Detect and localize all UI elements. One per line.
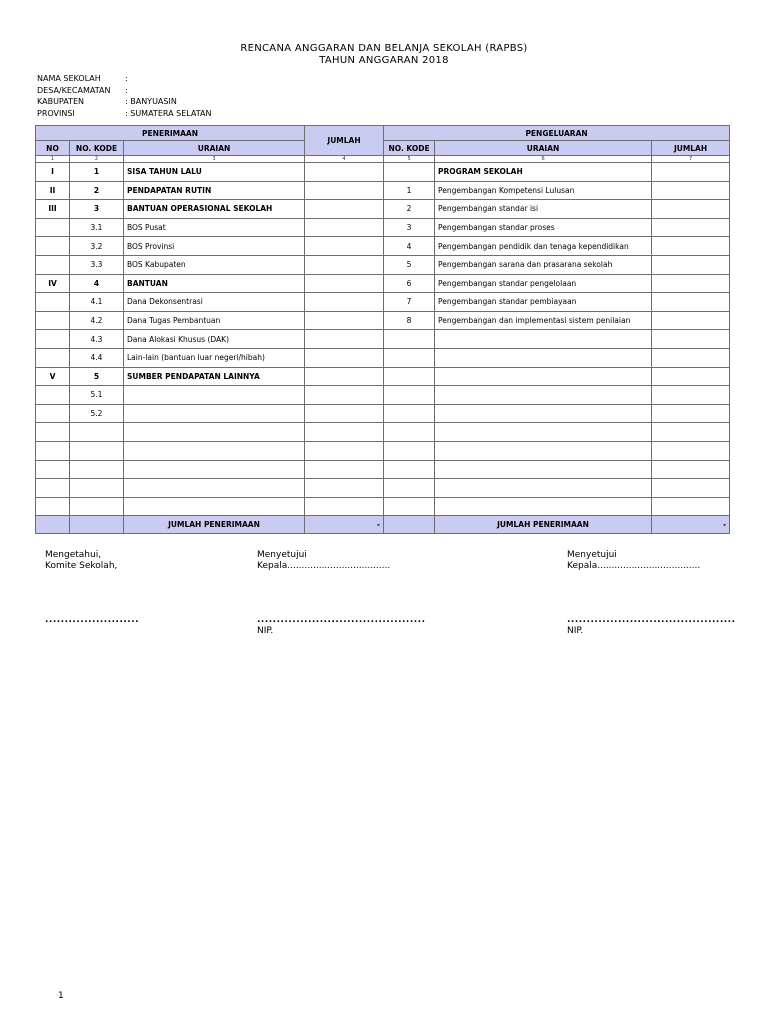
cell-kode <box>70 497 124 516</box>
table-row <box>36 293 730 312</box>
cell-jumlah-pengeluaran <box>652 386 730 405</box>
signature-komite-dots: ........................ <box>45 615 140 625</box>
cell-jumlah-pengeluaran <box>652 348 730 367</box>
table-row <box>36 497 730 516</box>
cell-uraian-pengeluaran: Pengembangan Kompetensi Lulusan <box>435 181 652 200</box>
table-row <box>36 200 730 219</box>
cell-uraian-pengeluaran <box>435 460 652 479</box>
cell-no <box>36 348 70 367</box>
cell-kode: 2 <box>70 181 124 200</box>
cell-uraian: Dana Alokasi Khusus (DAK) <box>124 330 305 349</box>
info-row-desa-kecamatan <box>37 85 211 97</box>
header-pengeluaran: PENGELUARAN <box>384 126 730 141</box>
cell-no: V <box>36 367 70 386</box>
cell-kode-pengeluaran <box>384 404 435 423</box>
header-no: NO <box>36 141 70 156</box>
cell-no: II <box>36 181 70 200</box>
table-row <box>36 255 730 274</box>
cell-kode-pengeluaran <box>384 163 435 182</box>
cell-uraian-pengeluaran: Pengembangan dan implementasi sistem penilaian <box>435 311 652 330</box>
table-row <box>36 274 730 293</box>
cell-kode-pengeluaran <box>384 348 435 367</box>
info-label: DESA/KECAMATAN <box>37 85 111 95</box>
cell-jumlah-pengeluaran <box>652 274 730 293</box>
table-row <box>36 441 730 460</box>
cell-kode: 3 <box>70 200 124 219</box>
footer-empty <box>70 516 124 534</box>
cell-jumlah-pengeluaran <box>652 460 730 479</box>
info-value: : <box>125 74 128 83</box>
cell-jumlah <box>305 386 384 405</box>
cell-jumlah-pengeluaran <box>652 497 730 516</box>
cell-no <box>36 404 70 423</box>
cell-jumlah <box>305 274 384 293</box>
cell-kode <box>70 479 124 498</box>
table-row <box>36 330 730 349</box>
cell-kode: 4.4 <box>70 348 124 367</box>
cell-no <box>36 330 70 349</box>
column-number: 7 <box>652 156 730 163</box>
cell-uraian <box>124 497 305 516</box>
cell-uraian-pengeluaran: PROGRAM SEKOLAH <box>435 163 652 182</box>
header-uraian-pengeluaran: URAIAN <box>435 141 652 156</box>
table-row <box>36 367 730 386</box>
cell-jumlah <box>305 441 384 460</box>
cell-kode <box>70 423 124 442</box>
cell-kode: 3.1 <box>70 218 124 237</box>
page-number: 1 <box>58 991 64 1001</box>
cell-uraian-pengeluaran <box>435 497 652 516</box>
cell-kode-pengeluaran <box>384 479 435 498</box>
cell-no: IV <box>36 274 70 293</box>
cell-uraian-pengeluaran <box>435 423 652 442</box>
cell-uraian-pengeluaran <box>435 367 652 386</box>
cell-no: III <box>36 200 70 219</box>
cell-uraian <box>124 404 305 423</box>
info-label: KABUPATEN <box>37 97 85 106</box>
cell-kode-pengeluaran: 8 <box>384 311 435 330</box>
column-number: 1 <box>36 156 70 163</box>
cell-jumlah <box>305 330 384 349</box>
cell-jumlah <box>305 348 384 367</box>
cell-no <box>36 423 70 442</box>
cell-uraian <box>124 441 305 460</box>
cell-jumlah-pengeluaran <box>652 404 730 423</box>
cell-no <box>36 293 70 312</box>
cell-no <box>36 255 70 274</box>
cell-jumlah <box>305 237 384 256</box>
cell-uraian-pengeluaran <box>435 386 652 405</box>
cell-uraian-pengeluaran <box>435 479 652 498</box>
cell-no <box>36 386 70 405</box>
column-number-row <box>36 156 730 163</box>
cell-jumlah-pengeluaran <box>652 441 730 460</box>
header-jumlah-pengeluaran: JUMLAH <box>652 141 730 156</box>
cell-kode-pengeluaran <box>384 441 435 460</box>
cell-jumlah-pengeluaran <box>652 367 730 386</box>
cell-kode: 4.1 <box>70 293 124 312</box>
cell-jumlah <box>305 479 384 498</box>
cell-uraian <box>124 460 305 479</box>
signature-kepala-2 <box>567 550 736 637</box>
cell-uraian <box>124 479 305 498</box>
cell-kode: 5.1 <box>70 386 124 405</box>
cell-uraian: BANTUAN OPERASIONAL SEKOLAH <box>124 200 305 219</box>
cell-kode-pengeluaran: 5 <box>384 255 435 274</box>
cell-kode: 3.2 <box>70 237 124 256</box>
cell-uraian-pengeluaran: Pengembangan standar proses <box>435 218 652 237</box>
cell-uraian <box>124 423 305 442</box>
table-row <box>36 181 730 200</box>
info-label: PROVINSI <box>37 108 75 118</box>
cell-kode-pengeluaran <box>384 497 435 516</box>
cell-kode-pengeluaran: 7 <box>384 293 435 312</box>
cell-uraian: Dana Tugas Pembantuan <box>124 311 305 330</box>
column-number: 4 <box>305 156 384 163</box>
cell-uraian-pengeluaran: Pengembangan standar pengelolaan <box>435 274 652 293</box>
footer-empty <box>384 516 435 534</box>
table-footer-row <box>36 516 730 534</box>
cell-jumlah <box>305 255 384 274</box>
cell-no: I <box>36 163 70 182</box>
cell-uraian: SUMBER PENDAPATAN LAINNYA <box>124 367 305 386</box>
column-number: 3 <box>124 156 305 163</box>
cell-jumlah <box>305 423 384 442</box>
footer-left-label: JUMLAH PENERIMAAN <box>124 516 305 534</box>
cell-kode-pengeluaran <box>384 367 435 386</box>
cell-no <box>36 311 70 330</box>
cell-jumlah <box>305 311 384 330</box>
info-row-provinsi <box>37 108 211 120</box>
signature-kepala-2-nip: NIP. <box>567 626 584 636</box>
cell-kode-pengeluaran: 6 <box>384 274 435 293</box>
header-no-kode-pengeluaran: NO. KODE <box>384 141 435 156</box>
cell-uraian: BOS Pusat <box>124 218 305 237</box>
signature-komite <box>45 550 139 626</box>
table-row <box>36 386 730 405</box>
header-penerimaan: PENERIMAAN <box>36 126 305 141</box>
cell-kode-pengeluaran <box>384 460 435 479</box>
cell-jumlah <box>305 218 384 237</box>
table-row <box>36 479 730 498</box>
cell-kode: 4.2 <box>70 311 124 330</box>
cell-kode-pengeluaran: 4 <box>384 237 435 256</box>
signature-komite-line2: Komite Sekolah, <box>45 561 118 571</box>
cell-kode: 4 <box>70 274 124 293</box>
table-row <box>36 423 730 442</box>
cell-uraian: BOS Kabupaten <box>124 255 305 274</box>
signature-kepala-1-line2: Kepala.................................... <box>257 561 391 571</box>
cell-jumlah-pengeluaran <box>652 423 730 442</box>
header-uraian: URAIAN <box>124 141 305 156</box>
cell-kode: 5 <box>70 367 124 386</box>
cell-uraian-pengeluaran: Pengembangan standar pembiayaan <box>435 293 652 312</box>
footer-right-value: - <box>652 516 730 534</box>
signature-kepala-2-line2: Kepala.................................... <box>567 561 701 571</box>
cell-kode: 4.3 <box>70 330 124 349</box>
table-row <box>36 218 730 237</box>
cell-jumlah-pengeluaran <box>652 163 730 182</box>
cell-uraian-pengeluaran <box>435 330 652 349</box>
cell-uraian-pengeluaran <box>435 441 652 460</box>
cell-jumlah-pengeluaran <box>652 311 730 330</box>
cell-uraian-pengeluaran: Pengembangan standar isi <box>435 200 652 219</box>
cell-kode <box>70 441 124 460</box>
cell-kode: 3.3 <box>70 255 124 274</box>
info-row-kabupaten <box>37 96 211 108</box>
cell-no <box>36 237 70 256</box>
cell-uraian: BOS Provinsi <box>124 237 305 256</box>
info-row-nama-sekolah <box>37 73 211 85</box>
cell-jumlah-pengeluaran <box>652 218 730 237</box>
document-subtitle: TAHUN ANGGARAN 2018 <box>319 55 449 66</box>
table-row <box>36 348 730 367</box>
cell-kode-pengeluaran: 2 <box>384 200 435 219</box>
cell-jumlah <box>305 497 384 516</box>
column-number: 5 <box>384 156 435 163</box>
table-row <box>36 311 730 330</box>
header-jumlah: JUMLAH <box>305 126 384 156</box>
signature-komite-line1: Mengetahui, <box>45 550 102 560</box>
cell-jumlah-pengeluaran <box>652 200 730 219</box>
cell-uraian: Dana Dekonsentrasi <box>124 293 305 312</box>
cell-uraian-pengeluaran <box>435 348 652 367</box>
cell-jumlah-pengeluaran <box>652 479 730 498</box>
cell-kode: 1 <box>70 163 124 182</box>
document-title: RENCANA ANGGARAN DAN BELANJA SEKOLAH (RAPBS) <box>240 43 528 54</box>
signature-kepala-1-dots: ........................................... <box>257 615 426 625</box>
cell-jumlah <box>305 460 384 479</box>
cell-uraian-pengeluaran: Pengembangan pendidik dan tenaga kependidikan <box>435 237 652 256</box>
footer-right-label: JUMLAH PENERIMAAN <box>435 516 652 534</box>
cell-uraian-pengeluaran: Pengembangan sarana dan prasarana sekolah <box>435 255 652 274</box>
cell-jumlah-pengeluaran <box>652 330 730 349</box>
cell-uraian-pengeluaran <box>435 404 652 423</box>
cell-no <box>36 497 70 516</box>
cell-kode-pengeluaran <box>384 423 435 442</box>
table-row <box>36 404 730 423</box>
column-number: 2 <box>70 156 124 163</box>
cell-jumlah <box>305 404 384 423</box>
signature-kepala-1-nip: NIP. <box>257 626 274 636</box>
cell-jumlah <box>305 200 384 219</box>
signature-kepala-1-line1: Menyetujui <box>257 550 307 560</box>
cell-jumlah-pengeluaran <box>652 181 730 200</box>
cell-uraian: PENDAPATAN RUTIN <box>124 181 305 200</box>
info-value: : BANYUASIN <box>125 97 177 106</box>
info-value: : SUMATERA SELATAN <box>125 108 212 118</box>
cell-no <box>36 460 70 479</box>
signature-kepala-2-line1: Menyetujui <box>567 550 617 560</box>
school-info <box>37 73 211 119</box>
table-row <box>36 237 730 256</box>
footer-left-value: - <box>305 516 384 534</box>
column-number: 6 <box>435 156 652 163</box>
cell-uraian: SISA TAHUN LALU <box>124 163 305 182</box>
table-row <box>36 163 730 182</box>
cell-kode: 5.2 <box>70 404 124 423</box>
cell-jumlah-pengeluaran <box>652 293 730 312</box>
signature-kepala-2-dots: ........................................... <box>567 615 736 625</box>
cell-jumlah <box>305 367 384 386</box>
cell-jumlah <box>305 181 384 200</box>
cell-no <box>36 218 70 237</box>
table-header-row-1 <box>36 126 730 141</box>
cell-kode-pengeluaran <box>384 386 435 405</box>
cell-jumlah-pengeluaran <box>652 237 730 256</box>
cell-uraian: BANTUAN <box>124 274 305 293</box>
cell-kode-pengeluaran: 1 <box>384 181 435 200</box>
footer-empty <box>36 516 70 534</box>
cell-uraian <box>124 386 305 405</box>
cell-jumlah-pengeluaran <box>652 255 730 274</box>
rapbs-table <box>35 125 730 534</box>
cell-kode-pengeluaran: 3 <box>384 218 435 237</box>
cell-no <box>36 479 70 498</box>
cell-jumlah <box>305 163 384 182</box>
cell-uraian: Lain-lain (bantuan luar negeri/hibah) <box>124 348 305 367</box>
table-row <box>36 460 730 479</box>
cell-no <box>36 441 70 460</box>
info-value: : <box>125 85 128 95</box>
info-label: NAMA SEKOLAH <box>37 74 101 83</box>
cell-jumlah <box>305 293 384 312</box>
header-no-kode: NO. KODE <box>70 141 124 156</box>
cell-kode-pengeluaran <box>384 330 435 349</box>
signature-kepala-1 <box>257 550 426 637</box>
cell-kode <box>70 460 124 479</box>
